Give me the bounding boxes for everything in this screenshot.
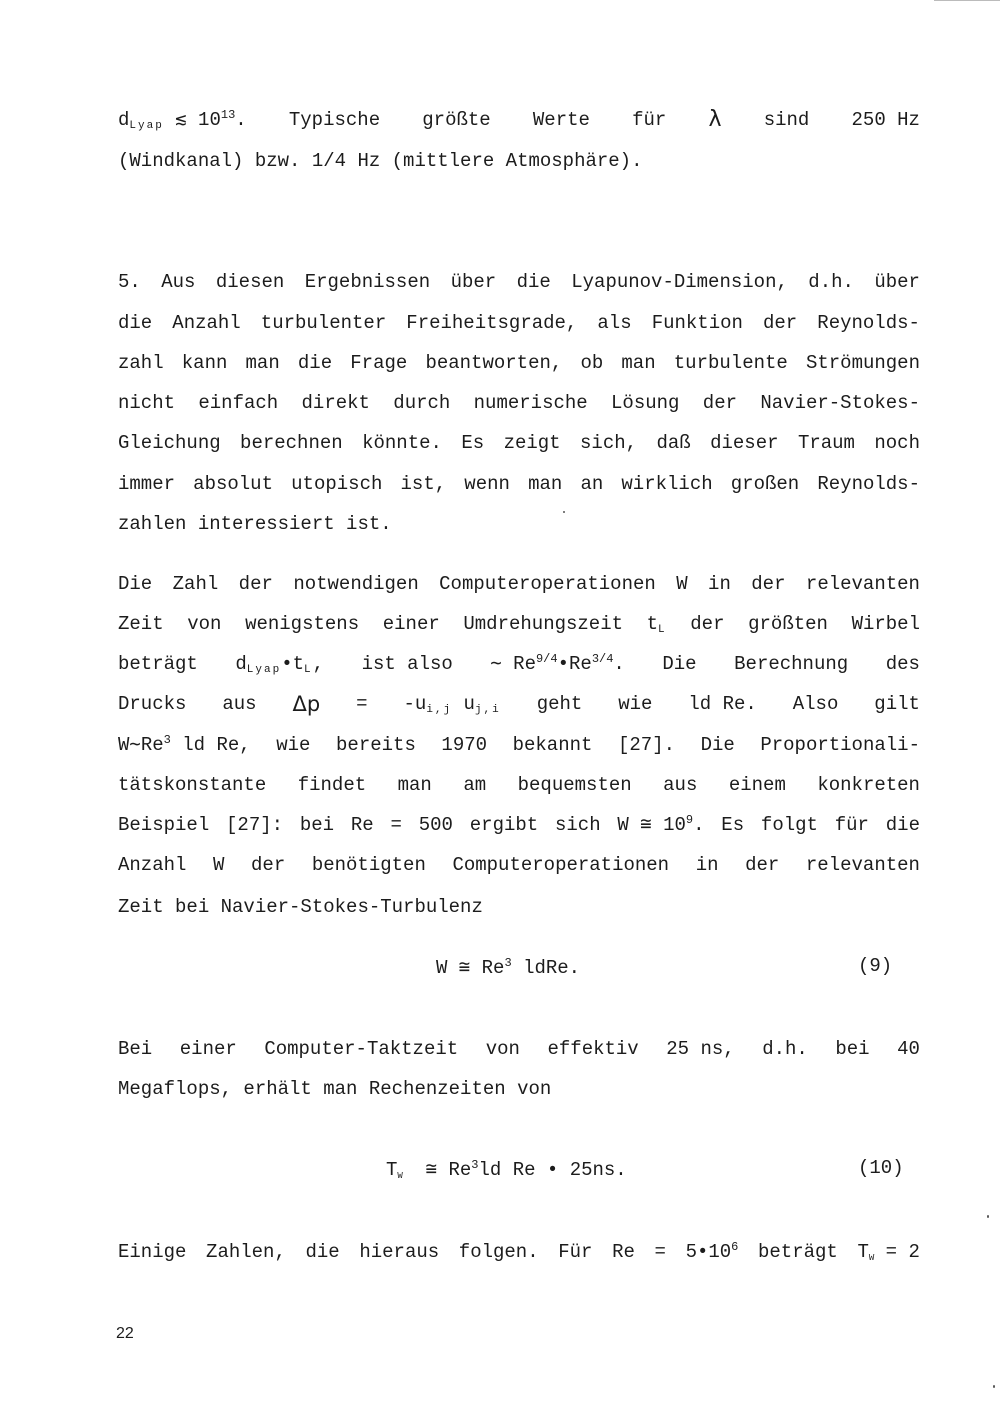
word: Funktion xyxy=(651,312,743,334)
text-run: t xyxy=(646,613,659,635)
equation-9 xyxy=(436,956,580,980)
text-run: T xyxy=(386,1159,398,1181)
text-run: . xyxy=(613,653,625,675)
text-run: W ≅ Re xyxy=(436,957,505,979)
word: berechnen xyxy=(240,432,343,454)
word: wenigstens xyxy=(245,613,360,635)
text-line xyxy=(118,813,920,837)
word: tätskonstante xyxy=(118,774,267,796)
word: aus xyxy=(663,774,698,796)
word: d.h. xyxy=(808,271,854,293)
word: von xyxy=(187,613,222,635)
word: beträgt xyxy=(118,653,198,675)
word: am xyxy=(463,774,487,796)
word: bei xyxy=(835,1038,870,1060)
superscript: 9 xyxy=(685,813,694,827)
text-run: ld Re, xyxy=(182,734,251,756)
word: numerische xyxy=(473,392,588,414)
text-line xyxy=(118,351,920,375)
word: ergibt xyxy=(469,814,539,836)
word: zeigt xyxy=(503,432,561,454)
word: effektiv xyxy=(547,1038,639,1060)
word: relevanten xyxy=(805,854,920,876)
word: bequemsten xyxy=(517,774,632,796)
scan-speck xyxy=(563,511,565,513)
word: 500 xyxy=(418,814,453,836)
word: in xyxy=(708,573,731,595)
subscript: W xyxy=(397,1171,403,1181)
word: Anzahl xyxy=(172,312,241,334)
word: sind xyxy=(763,109,810,131)
word: folgt xyxy=(760,814,818,836)
word: Re xyxy=(350,814,374,836)
word: beantworten, xyxy=(425,352,563,374)
word: noch xyxy=(874,432,920,454)
word: Anzahl xyxy=(118,854,187,876)
word: [27]: xyxy=(226,814,284,836)
word: Freiheitsgrade, xyxy=(406,312,578,334)
word: findet xyxy=(297,774,367,796)
word: Reynolds- xyxy=(817,312,920,334)
text-line xyxy=(118,612,920,636)
word: Berechnung xyxy=(734,653,849,675)
word: 250 Hz xyxy=(851,109,920,131)
equation-10 xyxy=(386,1158,627,1182)
text-run: . xyxy=(693,814,705,836)
text-run xyxy=(403,1159,426,1181)
word: kann xyxy=(181,352,228,374)
word: Also xyxy=(792,693,839,715)
word: ob xyxy=(580,352,604,374)
word: bereits xyxy=(336,734,416,756)
subscript: L xyxy=(304,664,313,676)
text-line: Zeit bei Navier-Stokes-Turbulenz xyxy=(118,896,483,918)
word: 25 ns, xyxy=(666,1038,735,1060)
word: aus xyxy=(222,693,257,715)
word: Einige xyxy=(118,1241,187,1263)
word: Typische xyxy=(288,109,381,131)
word: einfach xyxy=(198,392,279,414)
lambda-symbol: λ xyxy=(708,107,722,132)
text-run xyxy=(857,1240,919,1264)
word: die xyxy=(885,814,920,836)
scan-speck xyxy=(987,1215,989,1218)
word: immer xyxy=(118,473,176,495)
word: wie xyxy=(276,734,311,756)
text-line xyxy=(118,572,920,596)
text-run: d xyxy=(235,653,247,675)
text-line xyxy=(118,270,920,294)
word: von xyxy=(485,1038,520,1060)
word: die xyxy=(516,271,551,293)
text-run: ≅ Re xyxy=(425,1159,472,1181)
word: großen xyxy=(730,473,800,495)
word: absolut xyxy=(193,473,273,495)
word: direkt xyxy=(301,392,370,414)
superscript: 3 xyxy=(471,1158,479,1172)
subscript: j,i xyxy=(474,704,501,716)
word: Es xyxy=(721,814,745,836)
word: ist also xyxy=(361,653,453,675)
page-number: 22 xyxy=(116,1325,134,1342)
text-run: = 2 xyxy=(885,1241,920,1263)
word: relevanten xyxy=(805,573,920,595)
text-line xyxy=(118,733,920,757)
word: für xyxy=(834,814,869,836)
word: der xyxy=(745,854,780,876)
subscript: i,j xyxy=(426,704,453,716)
word: Re xyxy=(612,1241,635,1263)
word: Strömungen xyxy=(805,352,920,374)
subscript: L xyxy=(658,624,667,636)
word: Aus xyxy=(161,271,196,293)
text-line xyxy=(118,1037,920,1061)
word: Traum xyxy=(797,432,855,454)
word: über xyxy=(874,271,920,293)
word: einer xyxy=(179,1038,237,1060)
word: die xyxy=(305,1241,340,1263)
word: bekannt xyxy=(512,734,593,756)
word: die xyxy=(297,352,333,374)
word: man xyxy=(621,352,656,374)
word: dieser xyxy=(710,432,779,454)
word: benötigten xyxy=(311,854,426,876)
word: wirklich xyxy=(621,473,713,495)
superscript: 13 xyxy=(220,108,236,122)
word: Bei xyxy=(118,1038,153,1060)
word: nicht xyxy=(118,392,176,414)
word: Die xyxy=(662,653,697,675)
text-run: •t xyxy=(281,653,304,675)
word: einer xyxy=(382,613,440,635)
word: man xyxy=(528,473,563,495)
word: Computer-Taktzeit xyxy=(264,1038,459,1060)
text-line: zahlen interessiert ist. xyxy=(118,513,392,535)
word: größte xyxy=(422,109,491,131)
word: der xyxy=(251,854,286,876)
word: = xyxy=(356,693,368,715)
text-line xyxy=(118,1240,920,1264)
text-run: d xyxy=(118,109,130,131)
word: W xyxy=(676,573,688,595)
word: über xyxy=(450,271,497,293)
word: Die xyxy=(700,734,735,756)
delta-p: Δp xyxy=(292,692,321,716)
subscript: Lyap xyxy=(246,664,282,676)
word: sich, xyxy=(580,432,638,454)
word: Zahl xyxy=(172,573,219,595)
text-line-2: (Windkanal) bzw. 1/4 Hz (mittlere Atmosphäre). xyxy=(118,150,643,172)
text-line xyxy=(118,853,920,877)
word: Gleichung xyxy=(118,432,221,454)
word: größten xyxy=(748,613,828,635)
text-run: ∼ Re xyxy=(490,653,536,675)
word: könnte. xyxy=(362,432,442,454)
text-line xyxy=(118,311,920,335)
word: turbulenter xyxy=(260,312,387,334)
word: 40 xyxy=(897,1038,920,1060)
word: Es xyxy=(461,432,485,454)
word: bei xyxy=(299,814,335,836)
word: utopisch xyxy=(291,473,383,495)
word: als xyxy=(597,312,632,334)
word: d.h. xyxy=(762,1038,808,1060)
text-run: •Re xyxy=(557,653,592,675)
word: Frage xyxy=(350,352,408,374)
text-run: ldRe. xyxy=(523,957,581,979)
text-run xyxy=(647,612,667,636)
text-line xyxy=(118,472,920,496)
word: in xyxy=(695,854,719,876)
text-line xyxy=(118,652,920,676)
word: an xyxy=(580,473,604,495)
word: 1970 xyxy=(441,734,488,756)
text-line xyxy=(118,773,920,797)
scan-speck xyxy=(993,1385,995,1388)
text-run: , xyxy=(312,653,325,675)
word: für xyxy=(632,109,667,131)
word: W xyxy=(213,854,225,876)
word: der xyxy=(702,392,738,414)
word: [27]. xyxy=(617,734,675,756)
word: notwendigen xyxy=(293,573,419,595)
text-run xyxy=(118,733,251,757)
word: ld Re. xyxy=(688,693,757,715)
word: Werte xyxy=(532,109,590,131)
text-run xyxy=(235,652,324,676)
word: Die xyxy=(118,573,153,595)
text-run xyxy=(404,692,501,716)
word: wenn xyxy=(464,473,510,495)
word: Für xyxy=(558,1241,593,1263)
word: Umdrehungszeit xyxy=(463,613,624,635)
text-run: u xyxy=(463,693,475,715)
text-run: . xyxy=(235,109,247,131)
text-line-1 xyxy=(118,108,920,132)
subscript: Lyap xyxy=(129,120,164,132)
word: der xyxy=(751,573,786,595)
text-run: T xyxy=(857,1241,869,1263)
word: ist, xyxy=(400,473,447,495)
word: beträgt xyxy=(758,1241,838,1263)
word: Computeroperationen xyxy=(452,854,670,876)
word: des xyxy=(885,653,920,675)
text-run xyxy=(490,652,625,676)
text-run xyxy=(512,957,523,979)
word: Navier-Stokes- xyxy=(760,392,920,414)
equation-number-9: (9) xyxy=(858,955,893,977)
word: zahl xyxy=(118,352,164,374)
word: Zahlen, xyxy=(206,1241,286,1263)
word: hieraus xyxy=(359,1241,440,1263)
text-run: 5•10 xyxy=(685,1241,732,1263)
text-run xyxy=(686,1240,739,1264)
text-run: ld Re • 25ns. xyxy=(478,1159,627,1181)
word: 5. xyxy=(118,271,141,293)
word: diesen xyxy=(215,271,285,293)
word: die xyxy=(118,312,153,334)
word: = xyxy=(654,1241,666,1263)
superscript: 9/4 xyxy=(535,652,558,666)
word: Beispiel xyxy=(118,814,210,836)
word: Zeit xyxy=(118,613,164,635)
text-line xyxy=(118,692,920,716)
word: folgen. xyxy=(458,1241,539,1263)
superscript: 6 xyxy=(731,1240,739,1254)
word: Lösung xyxy=(611,392,680,414)
text-run xyxy=(118,108,247,132)
word: man xyxy=(245,352,280,374)
scan-edge xyxy=(934,0,1000,1)
word: turbulente xyxy=(673,352,788,374)
word: Proportionali- xyxy=(760,734,920,756)
word: sich xyxy=(555,814,601,836)
word: Computeroperationen xyxy=(439,573,656,595)
word: der xyxy=(690,613,725,635)
word: gilt xyxy=(874,693,920,715)
word: daß xyxy=(656,432,691,454)
equation-number-10: (10) xyxy=(858,1157,904,1179)
word: wie xyxy=(618,693,653,715)
text-run xyxy=(617,813,704,837)
word: = xyxy=(390,814,402,836)
text-line xyxy=(118,431,920,455)
word: Drucks xyxy=(118,693,187,715)
word: Reynolds- xyxy=(817,473,920,495)
superscript: 3 xyxy=(163,733,171,747)
word: der xyxy=(238,573,273,595)
text-run: ≲ 10 xyxy=(175,109,221,131)
word: durch xyxy=(393,392,451,414)
superscript: 3 xyxy=(504,956,512,970)
superscript: 3/4 xyxy=(591,652,614,666)
word: Wirbel xyxy=(851,613,920,635)
word: einem xyxy=(728,774,786,796)
word: Lyapunov-Dimension, xyxy=(571,271,788,293)
text-run: W∼Re xyxy=(118,734,164,756)
word: Ergebnissen xyxy=(304,271,431,293)
text-line: Megaflops, erhält man Rechenzeiten von xyxy=(118,1078,552,1100)
text-line xyxy=(118,391,920,415)
text-run: W ≅ 10 xyxy=(617,814,686,836)
word: man xyxy=(397,774,432,796)
word: konkreten xyxy=(817,774,920,796)
word: geht xyxy=(536,693,583,715)
word: der xyxy=(763,312,798,334)
subscript: W xyxy=(868,1253,875,1263)
text-run: -u xyxy=(403,693,427,715)
